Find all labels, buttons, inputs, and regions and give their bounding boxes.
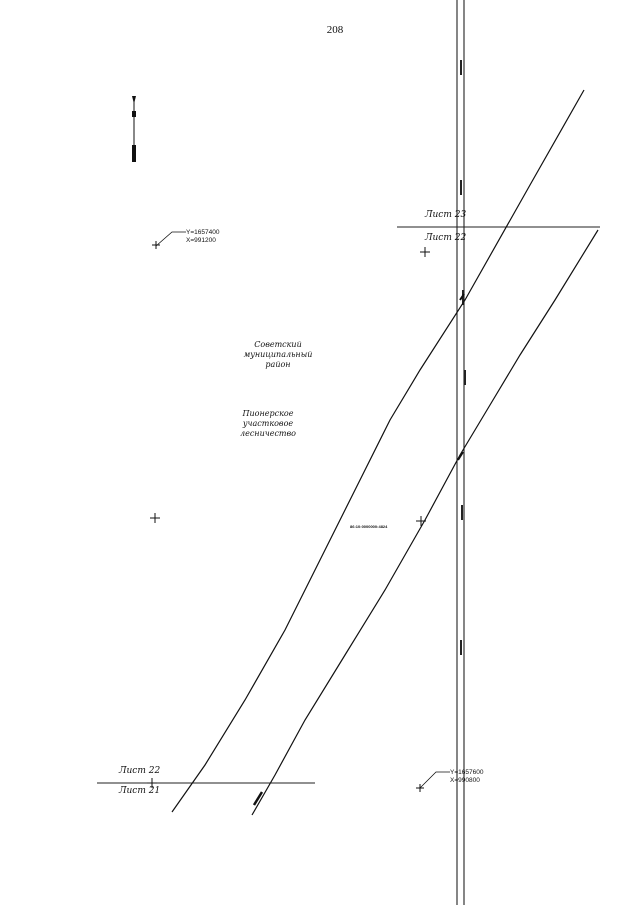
coordinate-label-bottom-right	[450, 769, 483, 784]
corridor-boundary-left	[172, 90, 584, 812]
sheet-label-23: Лист 23	[425, 210, 467, 220]
page-number: 208	[326, 24, 344, 36]
corridor-boundary-right	[252, 230, 598, 815]
sheet-label-22-left: Лист 22	[119, 766, 161, 776]
cadastral-number-label: 86:10:0000000:4824	[350, 524, 388, 529]
coordinate-leader-bottom-right	[420, 772, 450, 788]
coordinate-leader-top-left	[156, 232, 186, 246]
coordinate-label-top-left	[186, 229, 219, 244]
sheet-label-21: Лист 21	[119, 786, 161, 796]
coordinate-x: X=991200	[186, 236, 216, 244]
grid-cross-icon	[147, 241, 430, 792]
coordinate-x: X=990800	[450, 776, 480, 784]
sheet-label-22-right: Лист 22	[425, 233, 467, 243]
forestry-label: Пионерское участковое лесничество	[240, 409, 296, 438]
coordinate-y: Y=1657600	[450, 769, 484, 776]
north-arrow-icon	[132, 96, 136, 162]
coordinate-y: Y=1657400	[186, 229, 220, 236]
district-label: Советский муниципальный район	[243, 340, 313, 369]
